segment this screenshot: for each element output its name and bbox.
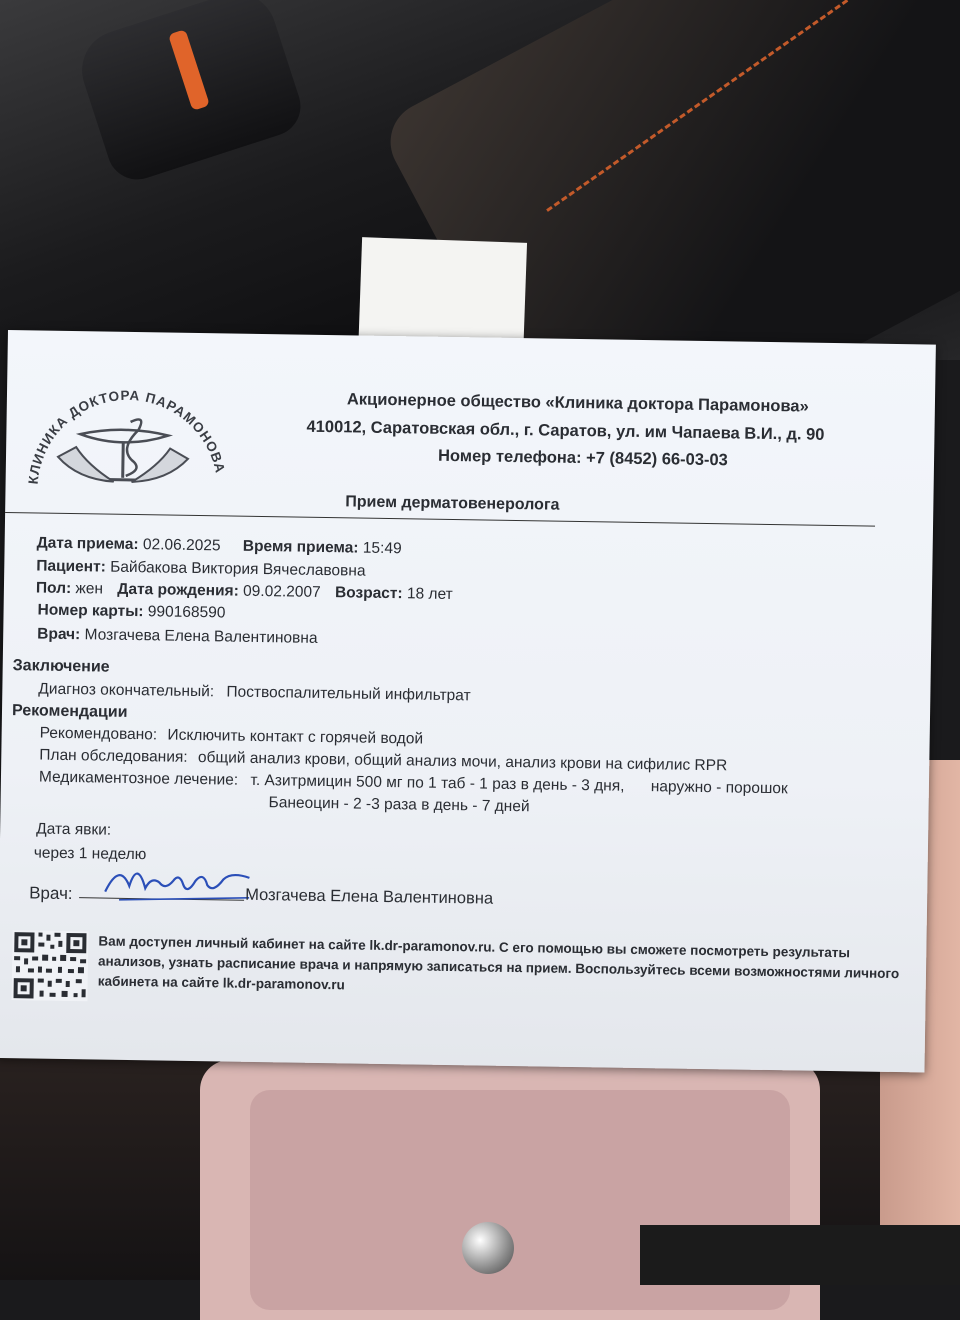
followup-label: Дата явки: <box>36 820 112 839</box>
title-divider <box>5 512 875 527</box>
visit-date-label: Дата приема: <box>36 534 139 554</box>
birth-value: 09.02.2007 <box>242 582 321 601</box>
clinic-address: 410012, Саратовская обл., г. Саратов, ул. им Чапаева В.И., д. 90 <box>306 417 825 444</box>
patient-label: Пациент: <box>36 557 106 576</box>
visit-date: 02.06.2025 <box>142 536 221 555</box>
handwritten-signature <box>99 856 260 909</box>
handbag-clasp <box>462 1222 514 1274</box>
diagnosis-value: Поствоспалительный инфильтрат <box>226 683 471 705</box>
visit-title: Прием дерматовенеролога <box>345 493 560 514</box>
birth-label: Дата рождения: <box>117 580 239 600</box>
treatment-line-2: Банеоцин - 2 -3 раза в день - 7 дней <box>268 794 530 816</box>
exam-plan-label: План обследования: <box>39 746 188 766</box>
qr-code[interactable] <box>11 930 88 1001</box>
diagnosis-row <box>38 681 471 706</box>
visit-time: 15:49 <box>362 539 402 558</box>
recommended-value: Исключить контакт с горячей водой <box>167 726 424 748</box>
visit-time-label: Время приема: <box>242 537 359 557</box>
medical-report-sheet <box>0 330 936 1072</box>
clinic-logo <box>17 368 229 501</box>
signature-label: Врач: <box>29 883 73 904</box>
patient-name: Байбакова Виктория Вячеславовна <box>110 558 366 580</box>
conclusion-heading: Заключение <box>12 657 110 676</box>
clinic-name: Акционерное общество «Клиника доктора Парамонова» <box>346 390 809 416</box>
signature-doctor-name: Мозгачева Елена Валентиновна <box>245 885 494 908</box>
doctor-name: Мозгачева Елена Валентиновна <box>84 626 318 647</box>
exam-plan-value: общий анализ крови, общий анализ мочи, анализ крови на сифилис RPR <box>197 749 728 775</box>
patient-row <box>36 557 366 580</box>
patient-portal-notice: Вам доступен личный кабинет на сайте lk.dr-paramonov.ru. С его помощью вы сможете посмотреть результаты анализов, узнать расписание врача и напрямую записаться на прием. Воспользуйтесь всеми возможностями личного кабинета на сайте lk.dr-paramonov.ru <box>97 933 900 993</box>
recommendations-heading: Рекомендации <box>11 702 128 721</box>
recommended-row <box>40 725 424 749</box>
treatment-line-1b: наружно - порошок <box>650 778 788 798</box>
diagnosis-label: Диагноз окончательный: <box>38 680 215 701</box>
dotted-fabric <box>640 1225 960 1285</box>
doctor-label: Врач: <box>37 625 81 644</box>
age-value: 18 лет <box>406 585 453 604</box>
sex-label: Пол: <box>35 579 72 598</box>
visit-date-row <box>37 534 402 558</box>
card-number: 990168590 <box>147 603 226 622</box>
recommended-label: Рекомендовано: <box>39 724 158 744</box>
demographics-row <box>36 579 453 604</box>
followup-value: через 1 неделю <box>33 844 147 864</box>
card-label: Номер карты: <box>37 601 144 621</box>
card-row <box>37 602 225 623</box>
age-label: Возраст: <box>334 584 403 603</box>
sex-value: жен <box>75 580 104 598</box>
clinic-logo-text: КЛИНИКА ДОКТОРА ПАРАМОНОВА <box>25 387 228 485</box>
svg-text:КЛИНИКА ДОКТОРА ПАРАМОНОВА <box>26 386 230 488</box>
clinic-phone: Номер телефона: +7 (8452) 66-03-03 <box>437 446 728 470</box>
treatment-label: Медикаментозное лечение: <box>38 768 239 789</box>
treatment-line-1: т. Азитрмицин 500 мг по 1 таб - 1 раз в день - 3 дня, <box>250 771 625 795</box>
doctor-row <box>37 625 318 647</box>
